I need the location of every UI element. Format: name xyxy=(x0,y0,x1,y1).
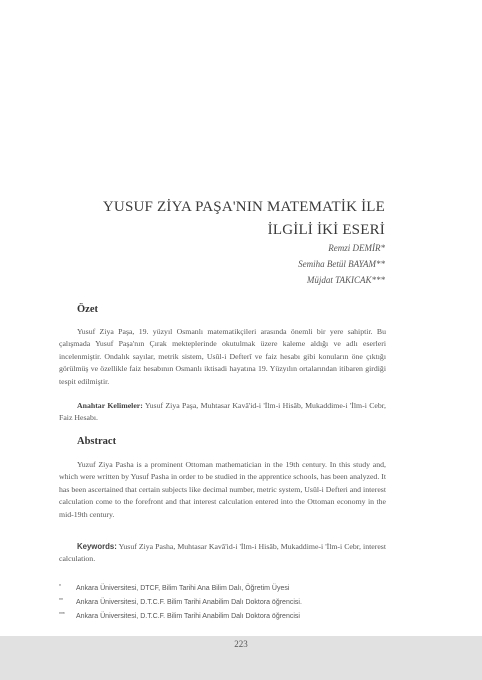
footnote-2 xyxy=(59,596,389,610)
ozet-keywords-label: Anahtar Kelimeler: xyxy=(77,401,143,410)
ozet-text: Yusuf Ziya Paşa, 19. yüzyıl Osmanlı matematikçileri arasında önemli bir yere sahiptir. Bu çalışmada Yusuf Paşa'nın Çırak mekteplerinde okutulmak üzere kaleme aldığı ve adlı eserleri incelenmiştir. Ondalık sayılar, metrik sistem, Usûl-i Defterî ve faiz hesabı gibi konuların öne çıktığı görülmüş ve özellikle faiz hesabının Osmanlı iktisadi hayatına 19. Yüzyılın ortalarından itibaren girdiği tespit edilmiştir. xyxy=(59,327,386,386)
author-3: Müjdat TAKICAK*** xyxy=(306,275,385,285)
author-2: Semiha Betül BAYAM** xyxy=(298,259,385,269)
footnote-1 xyxy=(59,582,389,596)
footnote-1-text: Ankara Üniversitesi, DTCF, Bilim Tarihi Ana Bilim Dalı, Öğretim Üyesi xyxy=(76,585,290,592)
footnote-3 xyxy=(59,610,389,624)
author-list xyxy=(200,240,385,288)
footnote-2-mark: ** xyxy=(59,598,63,604)
title-line-1: YUSUF ZİYA PAŞA'NIN MATEMATİK İLE xyxy=(102,199,385,215)
author-1: Remzi DEMİR* xyxy=(328,243,385,253)
footnote-3-text: Ankara Üniversitesi, D.T.C.F. Bilim Tarihi Anabilim Dalı Doktora öğrencisi xyxy=(76,613,300,620)
abstract-keywords xyxy=(59,541,386,566)
footnotes xyxy=(59,582,389,624)
ozet-keywords xyxy=(59,400,386,425)
abstract-text: Yuzuf Ziya Pasha is a prominent Ottoman mathematician in the 19th century. In this study and, which were written by Yusuf Pasha in order to be studied in the apprentice schools, has been analyzed. It has been ascertained that certain subjects like decimal number, metric system, Usûl-i Defteri and interest calculation come to the forefront and that interest calculation entered into the Ottoman economy in the mid-19th century. xyxy=(59,460,386,519)
footnote-2-text: Ankara Üniversitesi, D.T.C.F. Bilim Tarihi Anabilim Dalı Doktora öğrencisi. xyxy=(76,599,302,606)
ozet-keywords-text: Yusuf Ziya Paşa, Muhtasar Kavâ'id-i 'İlm-i Hisâb, Mukaddime-i 'İlm-i Cebr, Faiz Hesabı. xyxy=(59,401,386,423)
abstract-keywords-text: Yusuf Ziya Pasha, Muhtasar Kavâ'id-i 'İlm-i Hisâb, Mukaddime-i 'İlm-i Cebr, interest calculation. xyxy=(59,542,386,564)
footnote-3-mark: *** xyxy=(59,612,65,618)
title-line-2: İLGİLİ İKİ ESERİ xyxy=(267,222,385,238)
ozet-heading: Özet xyxy=(77,304,98,315)
abstract-keywords-label: Keywords: xyxy=(77,542,117,551)
paper-title xyxy=(90,196,385,242)
footnote-1-mark: * xyxy=(59,584,61,590)
abstract-heading: Abstract xyxy=(77,436,117,447)
page-number: 223 xyxy=(234,639,248,649)
page-footer xyxy=(0,636,482,680)
